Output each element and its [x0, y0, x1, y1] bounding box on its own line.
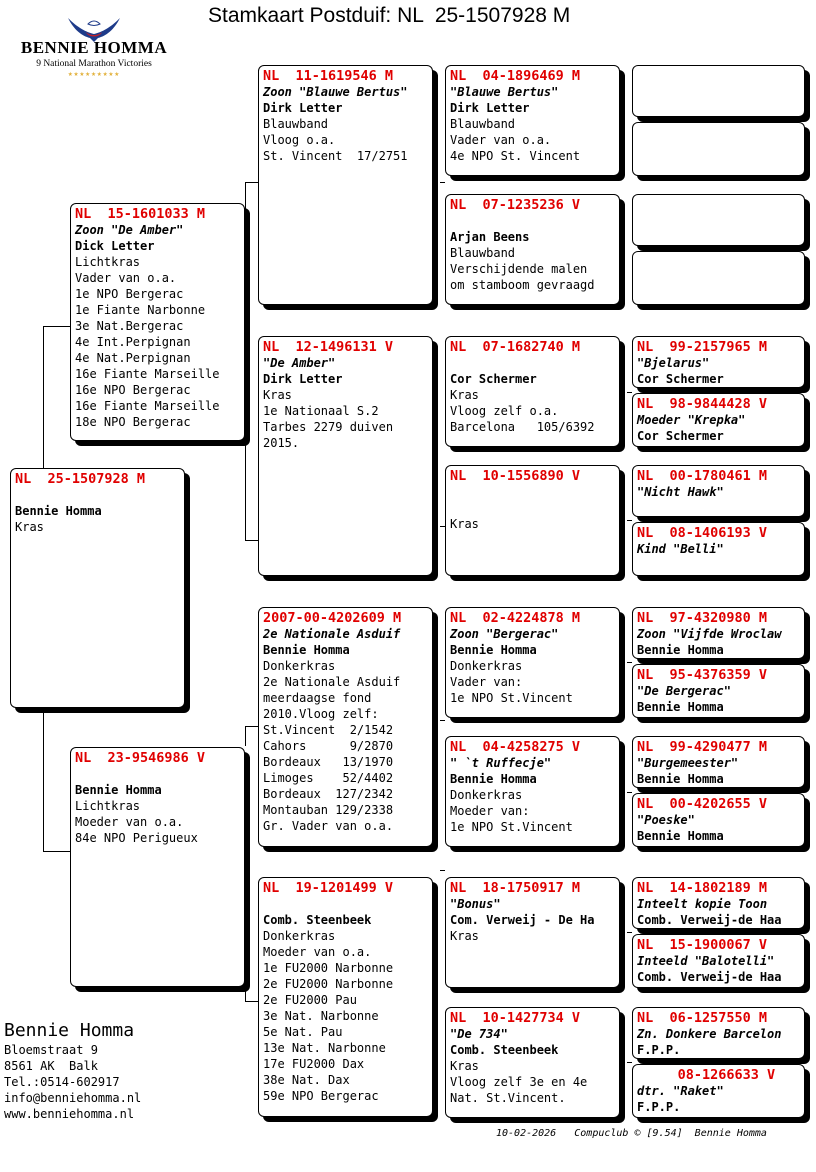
card-line: Moeder van o.a.: [75, 815, 184, 829]
pigeon-name: "Poeske": [637, 813, 695, 827]
card-line: Barcelona 105/6392: [450, 420, 595, 434]
card-line: Montauban 129/2338: [263, 803, 394, 817]
pedigree-card-ggp[interactable]: [445, 336, 620, 447]
owner-name: Cor Schermer: [450, 372, 537, 386]
owner-name: Comb. Steenbeek: [450, 1043, 559, 1057]
ring-number: NL 25-1507928 M: [15, 471, 146, 487]
card-line: Vader van o.a.: [75, 271, 177, 285]
card-line: Bordeaux 127/2342: [263, 787, 394, 801]
pedigree-card-gggp[interactable]: [632, 122, 805, 176]
card-line: meerdaagse fond: [263, 691, 372, 705]
owner-name: Comb. Verweij-de Haa: [637, 970, 782, 984]
ring-number: NL 18-1750917 M: [450, 880, 581, 896]
ring-number: NL 07-1682740 M: [450, 339, 581, 355]
ring-number: NL 10-1556890 V: [450, 468, 581, 484]
card-line: Vloog zelf 3e en 4e: [450, 1075, 588, 1089]
connector-line: [245, 1001, 258, 1002]
card-line: Donkerkras: [450, 788, 523, 802]
ring-number: NL 11-1619546 M: [263, 68, 394, 84]
card-line: 2e FU2000 Pau: [263, 993, 357, 1007]
card-line: Blauwband: [263, 117, 329, 131]
card-line: Kras: [450, 929, 479, 943]
card-line: 38e Nat. Dax: [263, 1073, 350, 1087]
pigeon-name: "Nicht Hawk": [637, 485, 724, 499]
connector-line: [440, 870, 445, 871]
connector-line: [627, 792, 632, 793]
card-line: 2010.Vloog zelf:: [263, 707, 379, 721]
pigeon-name: dtr. "Raket": [637, 1084, 724, 1098]
card-line: Kras: [15, 520, 44, 534]
logo-name: BENNIE HOMMA: [20, 38, 168, 57]
ring-number: NL 07-1235236 V: [450, 197, 581, 213]
pedigree-card-mother[interactable]: [70, 747, 245, 987]
pedigree-card-gggp[interactable]: [632, 607, 805, 659]
ring-number: NL 23-9546986 V: [75, 750, 206, 766]
owner-name: Bennie Homma: [263, 643, 350, 657]
owner-name: Cor Schermer: [637, 372, 724, 386]
connector-line: [43, 326, 44, 468]
ring-number: 08-1266633 V: [637, 1067, 776, 1083]
pigeon-name: 2e Nationale Asduif: [263, 627, 401, 641]
ring-number: NL 00-4202655 V: [637, 796, 768, 812]
connector-line: [627, 1062, 632, 1063]
ring-number: NL 15-1601033 M: [75, 206, 206, 222]
pigeon-name: Zoon "Bergerac": [450, 627, 559, 641]
pigeon-name: "Bonus": [450, 897, 501, 911]
pedigree-card-gggp[interactable]: [632, 877, 805, 929]
pedigree-card-ggp[interactable]: [445, 736, 620, 847]
card-line: Gr. Vader van o.a.: [263, 819, 394, 833]
connector-line: [43, 326, 70, 327]
connector-line: [245, 440, 246, 540]
connector-line: [245, 986, 246, 1001]
pedigree-card-gggp[interactable]: [632, 194, 805, 246]
ring-number: NL 04-1896469 M: [450, 68, 581, 84]
pedigree-card-gggp[interactable]: [632, 736, 805, 788]
connector-line: [440, 182, 445, 183]
card-line: 17e FU2000 Dax: [263, 1057, 365, 1071]
page-title: Stamkaart Postduif: NL 25-1507928 M: [208, 4, 571, 27]
card-line: Moeder van o.a.: [263, 945, 372, 959]
card-line: 2015.: [263, 436, 300, 450]
pedigree-card-gggp[interactable]: [632, 465, 805, 517]
pedigree-card-gggp[interactable]: [632, 251, 805, 305]
card-line: 16e Fiante Marseille: [75, 399, 220, 413]
ring-number: NL 02-4224878 M: [450, 610, 581, 626]
pedigree-card-subject[interactable]: [10, 468, 185, 708]
owner-name: Cor Schermer: [637, 429, 724, 443]
owner-name: Dirk Letter: [263, 372, 343, 386]
card-line: 4e Nat.Perpignan: [75, 351, 191, 365]
card-line: Limoges 52/4402: [263, 771, 394, 785]
pigeon-name: Zoon "Blauwe Bertus": [263, 85, 408, 99]
pedigree-card-gggp[interactable]: [632, 1007, 805, 1059]
connector-line: [43, 851, 70, 852]
card-line: Blauwband: [450, 117, 516, 131]
ring-number: NL 97-4320980 M: [637, 610, 768, 626]
pigeon-name: Zn. Donkere Barcelon: [637, 1027, 782, 1041]
owner-name: Bennie Homma: [637, 772, 724, 786]
ring-number: NL 99-2157965 M: [637, 339, 768, 355]
breeder-name: Bennie Homma: [4, 1020, 135, 1041]
ring-number: NL 99-4290477 M: [637, 739, 768, 755]
pedigree-card-father-father[interactable]: [258, 65, 433, 305]
pigeon-name: Kind "Belli": [637, 542, 724, 556]
card-line: Kras: [450, 388, 479, 402]
logo-stars: ★★★★★★★★★: [67, 69, 121, 78]
pigeon-name: "Blauwe Bertus": [450, 85, 559, 99]
pedigree-card-father[interactable]: [70, 203, 245, 441]
owner-name: Bennie Homma: [637, 643, 724, 657]
card-line: Lichtkras: [75, 799, 141, 813]
ring-number: NL 08-1406193 V: [637, 525, 768, 541]
card-line: Donkerkras: [263, 659, 336, 673]
owner-name: Bennie Homma: [637, 700, 724, 714]
connector-line: [245, 540, 258, 541]
owner-name: Bennie Homma: [637, 829, 724, 843]
pedigree-card-ggp[interactable]: [445, 465, 620, 576]
card-line: 2e Nationale Asduif: [263, 675, 401, 689]
card-line: Vloog zelf o.a.: [450, 404, 559, 418]
ring-number: NL 15-1900067 V: [637, 937, 768, 953]
card-line: Verschijdende malen: [450, 262, 588, 276]
ring-number: NL 00-1780461 M: [637, 468, 768, 484]
card-line: 4e NPO St. Vincent: [450, 149, 581, 163]
pedigree-card-gggp[interactable]: [632, 393, 805, 447]
owner-name: Bennie Homma: [75, 783, 162, 797]
owner-name: Comb. Steenbeek: [263, 913, 372, 927]
pigeon-name: "Bjelarus": [637, 356, 710, 370]
card-line: 2e FU2000 Narbonne: [263, 977, 394, 991]
card-line: 16e Fiante Marseille: [75, 367, 220, 381]
pigeon-name: Inteeld "Balotelli": [637, 954, 775, 968]
card-line: 16e NPO Bergerac: [75, 383, 191, 397]
pigeon-name: Zoon "De Amber": [75, 223, 184, 237]
owner-name: Bennie Homma: [450, 772, 537, 786]
pedigree-card-ggp[interactable]: [445, 194, 620, 305]
connector-line: [627, 392, 632, 393]
footer-info: 10-02-2026 Compuclub © [9.54] Bennie Homma: [496, 1128, 767, 1139]
pedigree-card-ggp[interactable]: [445, 1007, 620, 1118]
card-line: Lichtkras: [75, 255, 141, 269]
card-line: 18e NPO Bergerac: [75, 415, 191, 429]
owner-name: Dirk Letter: [450, 101, 530, 115]
pedigree-card-gggp[interactable]: [632, 934, 805, 988]
card-line: [450, 484, 615, 500]
card-line: 84e NPO Perigueux: [75, 831, 198, 845]
card-line: 1e Fiante Narbonne: [75, 303, 206, 317]
ring-number: NL 98-9844428 V: [637, 396, 768, 412]
card-line: Bordeaux 13/1970: [263, 755, 394, 769]
logo-subtitle: 9 National Marathon Victories: [36, 59, 152, 69]
card-line: Tarbes 2279 duiven: [263, 420, 394, 434]
owner-name: Arjan Beens: [450, 230, 530, 244]
pedigree-card-gggp[interactable]: [632, 793, 805, 847]
ring-number: NL 06-1257550 M: [637, 1010, 768, 1026]
card-line: 1e NPO St.Vincent: [450, 691, 573, 705]
pigeon-name: Moeder "Krepka": [637, 413, 746, 427]
card-line: Vader van:: [450, 675, 523, 689]
card-line: Vader van o.a.: [450, 133, 552, 147]
ring-number: NL 95-4376359 V: [637, 667, 768, 683]
connector-line: [43, 712, 44, 851]
pedigree-card-ggp[interactable]: [445, 877, 620, 988]
card-line: Cahors 9/2870: [263, 739, 394, 753]
card-line: om stamboom gevraagd: [450, 278, 595, 292]
ring-number: NL 10-1427734 V: [450, 1010, 581, 1026]
card-line: [450, 355, 615, 371]
owner-name: Dick Letter: [75, 239, 155, 253]
owner-name: Com. Verweij - De Ha: [450, 913, 595, 927]
ring-number: NL 19-1201499 V: [263, 880, 394, 896]
card-line: 3e Nat. Narbonne: [263, 1009, 379, 1023]
card-line: [75, 766, 240, 782]
connector-line: [627, 662, 632, 663]
card-line: [263, 896, 428, 912]
owner-name: F.P.P.: [637, 1043, 681, 1057]
pigeon-name: "Burgemeester": [637, 756, 739, 770]
owner-name: Comb. Verweij-de Haa: [637, 913, 782, 927]
pedigree-card-gggp[interactable]: [632, 522, 805, 576]
connector-line: [245, 726, 258, 727]
owner-name: Dirk Letter: [263, 101, 343, 115]
card-line: Vloog o.a.: [263, 133, 336, 147]
pedigree-card-gggp[interactable]: [632, 1064, 805, 1118]
pigeon-name: Zoon "Vijfde Wroclaw: [637, 627, 782, 641]
pedigree-card-ggp[interactable]: [445, 607, 620, 718]
pigeon-name: "De 734": [450, 1027, 508, 1041]
logo: [8, 14, 180, 84]
owner-name: Bennie Homma: [450, 643, 537, 657]
card-line: St. Vincent 17/2751: [263, 149, 408, 163]
pedigree-card-gggp[interactable]: [632, 336, 805, 388]
breeder-website[interactable]: www.benniehomma.nl: [4, 1107, 135, 1121]
pedigree-card-father-mother[interactable]: [258, 336, 433, 576]
card-line: Kras: [450, 517, 479, 531]
breeder-street: Bloemstraat 9: [4, 1043, 98, 1057]
breeder-city: 8561 AK Balk: [4, 1059, 98, 1073]
card-line: 1e Nationaal S.2: [263, 404, 379, 418]
breeder-phone: Tel.:0514-602917: [4, 1075, 120, 1089]
card-line: 5e Nat. Pau: [263, 1025, 343, 1039]
card-line: Donkerkras: [450, 659, 523, 673]
connector-line: [245, 182, 246, 260]
pedigree-card-mother-mother[interactable]: [258, 877, 433, 1117]
card-line: 1e NPO St.Vincent: [450, 820, 573, 834]
card-line: 1e FU2000 Narbonne: [263, 961, 394, 975]
card-line: Nat. St.Vincent.: [450, 1091, 566, 1105]
owner-name: F.P.P.: [637, 1100, 681, 1114]
owner-name: Bennie Homma: [15, 504, 102, 518]
card-line: 59e NPO Bergerac: [263, 1089, 379, 1103]
connector-line: [627, 932, 632, 933]
card-line: 13e Nat. Narbonne: [263, 1041, 386, 1055]
card-line: Kras: [263, 388, 292, 402]
card-line: 3e Nat.Bergerac: [75, 319, 184, 333]
pedigree-card-gggp[interactable]: [632, 664, 805, 718]
card-line: Blauwband: [450, 246, 516, 260]
card-line: Moeder van:: [450, 804, 530, 818]
card-line: Donkerkras: [263, 929, 336, 943]
pigeon-name: "De Amber": [263, 356, 336, 370]
ring-number: NL 12-1496131 V: [263, 339, 394, 355]
card-line: [450, 500, 615, 516]
card-line: 1e NPO Bergerac: [75, 287, 184, 301]
pigeon-name: "De Bergerac": [637, 684, 731, 698]
ring-number: 2007-00-4202609 M: [263, 610, 402, 626]
card-line: Kras: [450, 1059, 479, 1073]
pigeon-name: " `t Ruffecje": [450, 756, 552, 770]
breeder-email[interactable]: info@benniehomma.nl: [4, 1091, 142, 1105]
pedigree-card-ggp[interactable]: [445, 65, 620, 176]
ring-number: NL 04-4258275 V: [450, 739, 581, 755]
ring-number: NL 14-1802189 M: [637, 880, 768, 896]
connector-line: [245, 182, 258, 183]
pedigree-card-mother-father[interactable]: [258, 607, 433, 847]
connector-line: [627, 520, 632, 521]
pigeon-name: Inteelt kopie Toon: [637, 897, 768, 911]
pedigree-card-gggp[interactable]: [632, 65, 805, 117]
card-line: [450, 213, 615, 229]
connector-line: [245, 726, 246, 746]
breeder-contact: [4, 1020, 141, 1122]
card-line: 4e Int.Perpignan: [75, 335, 191, 349]
card-line: [15, 487, 180, 503]
connector-line: [440, 720, 445, 721]
card-line: St.Vincent 2/1542: [263, 723, 394, 737]
